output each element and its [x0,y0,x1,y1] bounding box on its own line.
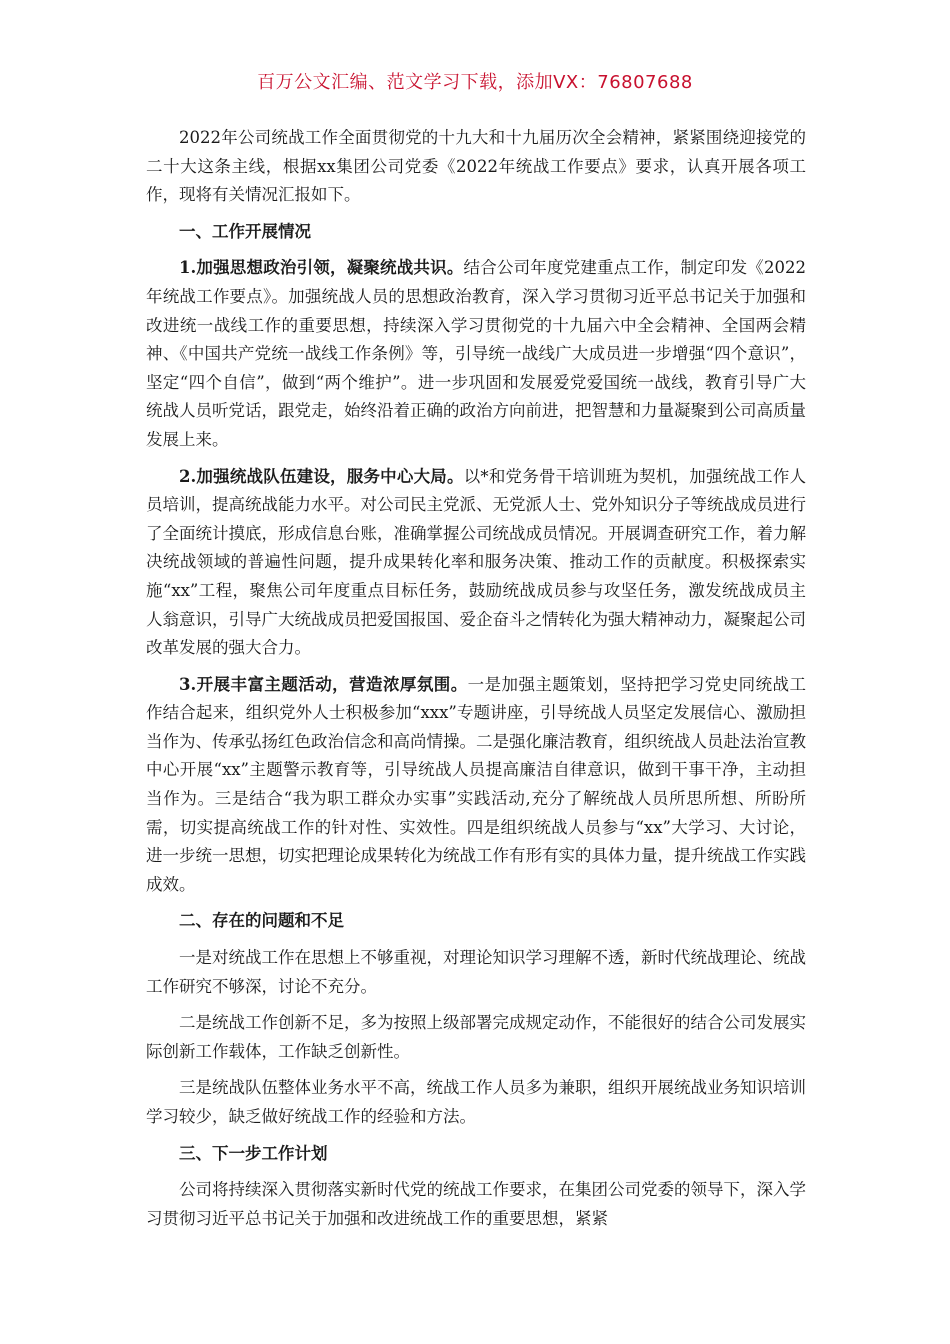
section2-paragraph: 二是统战工作创新不足，多为按照上级部署完成规定动作，不能很好的结合公司发展实际创新工作载体，工作缺乏创新性。 [146,1013,806,1061]
item-text: 以*和党务骨干培训班为契机，加强统战工作人员培训，提高统战能力水平。对公司民主党派、无党派人士、党外知识分子等统战成员进行了全面统计摸底，形成信息台账，准确掌握公司统战成员情况。开展调查研究工作，着力解决统战领域的普遍性问题，提升成果转化率和服务决策、推动工作的贡献度。积极探索实施“xx”工程，聚焦公司年度重点目标任务，鼓励统战成员参与攻坚任务，激发统战成员主人翁意识，引导广大统战成员把爱国报国、爱企奋斗之情转化为强大精神动力，凝聚起公司改革发展的强大合力。 [146,466,806,658]
item-lead: 1.加强思想政治引领，凝聚统战共识。 [179,258,464,278]
section-heading-2: 二、存在的问题和不足 [179,911,344,931]
section-heading-3: 三、下一步工作计划 [179,1143,328,1163]
section1-item-3 [146,671,806,900]
section1-item-2 [146,463,806,663]
item-text: 一是加强主题策划，坚持把学习党史同统战工作结合起来，组织党外人士积极参加“xxx”专题讲座，引导统战人员坚定发展信心、激励担当作为、传承弘扬红色政治信念和高尚情操。二是强化廉洁教育，组织统战人员赴法治宣教中心开展“xx”主题警示教育等，引导统战人员提高廉洁自律意识，做到干事干净，主动担当作为。三是结合“我为职工群众办实事”实践活动,充分了解统战人员所思所想、所盼所需，切实提高统战工作的针对性、实效性。四是组织统战人员参与“xx”大学习、大讨论，进一步统一思想，切实把理论成果转化为统战工作有形有实的具体力量，提升统战工作实践成效。 [146,674,806,894]
section3-paragraph: 公司将持续深入贯彻落实新时代党的统战工作要求，在集团公司党委的领导下，深入学习贯彻习近平总书记关于加强和改进统战工作的重要思想，紧紧 [146,1180,806,1228]
section2-paragraph: 一是对统战工作在思想上不够重视，对理论知识学习理解不透，新时代统战理论、统战工作研究不够深，讨论不充分。 [146,948,806,996]
document-body [146,124,806,1241]
section2-paragraph: 三是统战队伍整体业务水平不高，统战工作人员多为兼职，组织开展统战业务知识培训学习较少，缺乏做好统战工作的经验和方法。 [146,1078,806,1126]
item-text: 结合公司年度党建重点工作，制定印发《2022年统战工作要点》。加强统战人员的思想政治教育，深入学习贯彻习近平总书记关于加强和改进统一战线工作的重要思想，持续深入学习贯彻党的十九届六中全会精神、全国两会精神、《中国共产党统一战线工作条例》等，引导统一战线广大成员进一步增强“四个意识”，坚定“四个自信”，做到“两个维护”。进一步巩固和发展爱党爱国统一战线，教育引导广大统战人员听党话，跟党走，始终沿着正确的政治方向前进，把智慧和力量凝聚到公司高质量发展上来。 [146,258,806,449]
section1-item-1 [146,254,806,454]
watermark-banner: 百万公文汇编、范文学习下载，添加VX：76807688 [257,72,693,93]
item-lead: 2.加强统战队伍建设，服务中心大局。 [179,466,464,486]
item-lead: 3.开展丰富主题活动，营造浓厚氛围。 [179,674,468,694]
intro-paragraph: 2022年公司统战工作全面贯彻党的十九大和十九届历次全会精神，紧紧围绕迎接党的二十大这条主线，根据xx集团公司党委《2022年统战工作要点》要求，认真开展各项工作，现将有关情况汇报如下。 [146,128,806,205]
section-heading-1: 一、工作开展情况 [179,221,311,241]
